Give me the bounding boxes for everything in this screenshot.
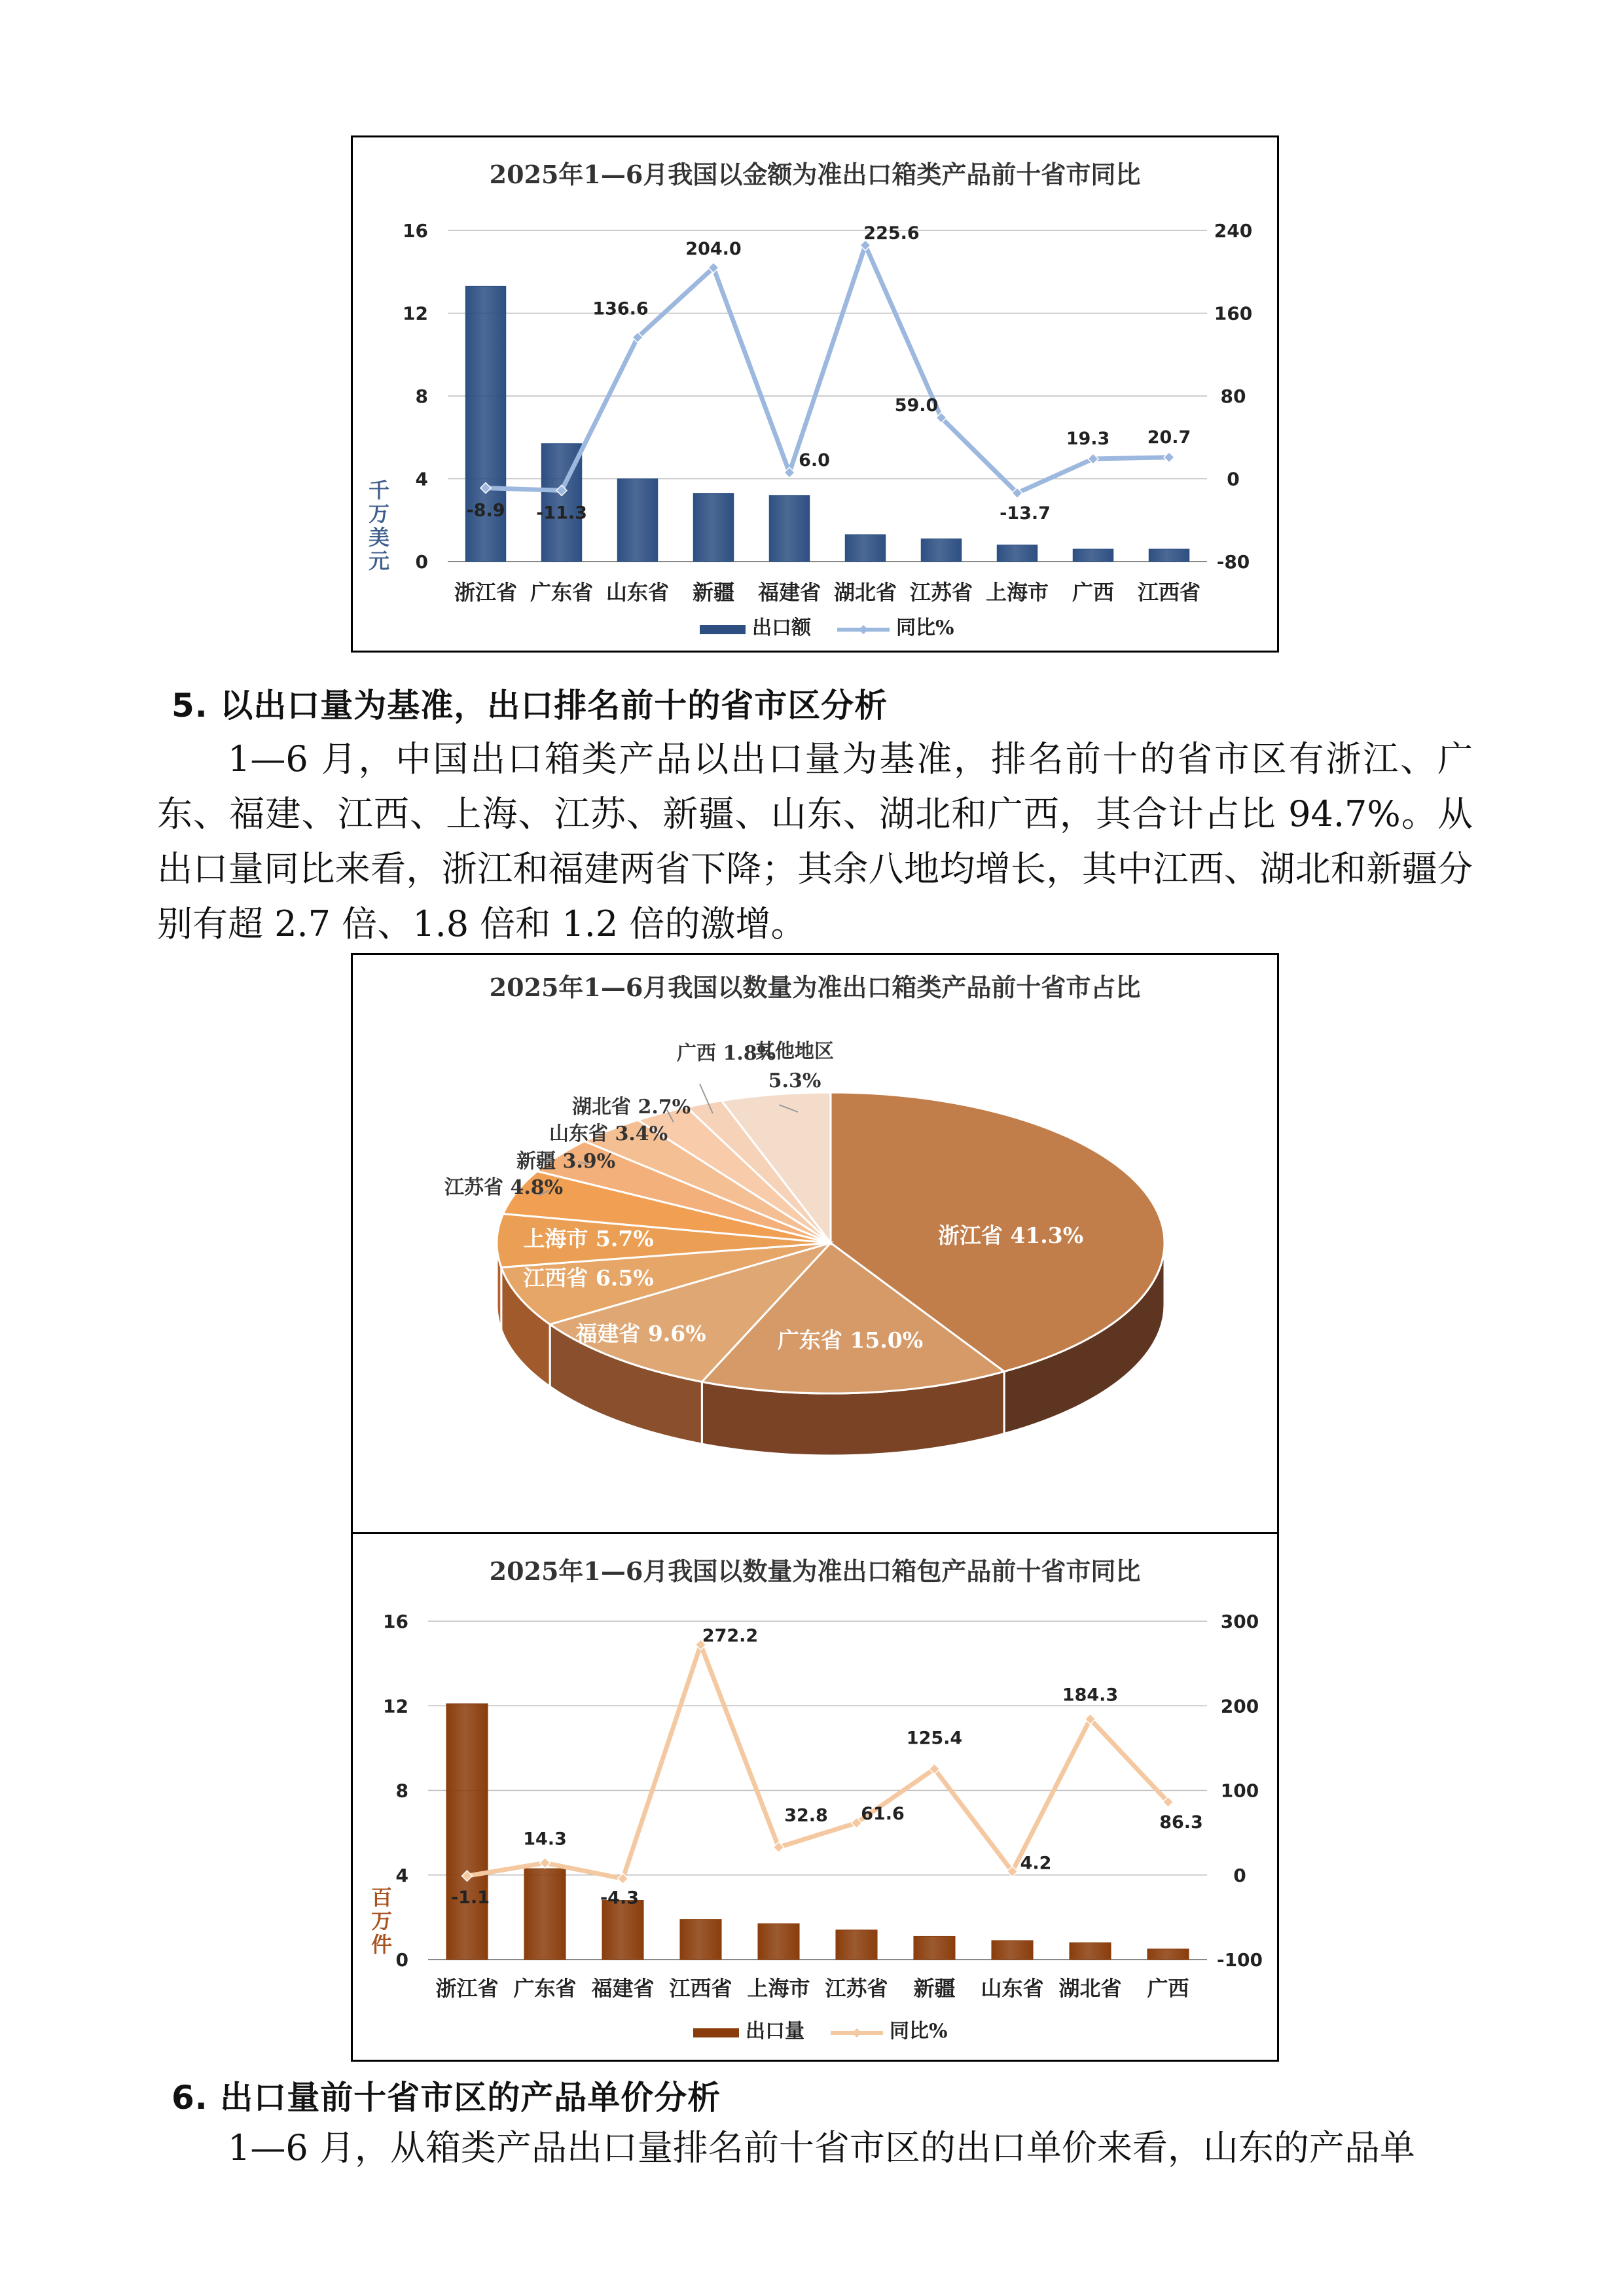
- category-label: 浙江省: [435, 1976, 499, 2001]
- pie-outer-label: 其他地区: [755, 1040, 834, 1063]
- y-tick-label: 8: [395, 1780, 408, 1802]
- y-tick-label: 4: [415, 468, 428, 490]
- category-label: 江西省: [1137, 580, 1201, 605]
- legend-bar-label: 出口额: [752, 617, 811, 639]
- y-tick-label: 12: [403, 302, 428, 325]
- yoy-line: [467, 1645, 1168, 1878]
- quantity-charts-frame: [351, 953, 1279, 2062]
- y2-tick-label: 300: [1220, 1611, 1259, 1632]
- bar: [617, 479, 657, 562]
- y-axis-unit-label: 美: [368, 525, 390, 550]
- pie-inner-label: 福建省 9.6%: [575, 1321, 706, 1346]
- export-value-chart: [351, 135, 1279, 653]
- y-tick-label: 16: [383, 1611, 408, 1632]
- section5-paragraph: 1—6 月，中国出口箱类产品以出口量为基准，排名前十的省市区有浙江、广东、福建、江西、上海、江苏、新疆、山东、湖北和广西，其合计占比 94.7%。从出口量同比来看，浙江和福建两省下降；其余八地均增长，其中江西、湖北和新疆分别有超 2.7 倍、1.8 倍和 1.2 倍的激增。: [157, 738, 1473, 944]
- yoy-data-label: 125.4: [906, 1728, 963, 1749]
- bar: [997, 545, 1037, 562]
- bar: [524, 1869, 566, 1960]
- category-label: 山东省: [605, 580, 670, 605]
- y-tick-label: 4: [395, 1864, 408, 1886]
- bar: [1070, 1943, 1111, 1960]
- y-axis-unit-label: 百: [370, 1885, 393, 1910]
- pie-outer-label: 江苏省 4.8%: [444, 1176, 564, 1199]
- y-tick-label: 0: [415, 551, 428, 573]
- y-tick-label: 12: [383, 1695, 408, 1717]
- bar: [446, 1704, 488, 1960]
- yoy-data-label: -11.3: [536, 503, 587, 524]
- yoy-point: [540, 1857, 550, 1868]
- category-label: 福建省: [757, 580, 821, 605]
- category-label: 浙江省: [454, 580, 518, 605]
- y2-tick-label: 240: [1214, 220, 1253, 242]
- y2-tick-label: 100: [1220, 1780, 1259, 1802]
- bar: [914, 1936, 955, 1960]
- yoy-data-label: 19.3: [1066, 428, 1110, 449]
- pie-outer-label: 新疆 3.9%: [516, 1150, 616, 1173]
- yoy-data-label: 61.6: [861, 1804, 905, 1825]
- yoy-data-label: 136.6: [592, 298, 649, 319]
- yoy-data-label: 86.3: [1159, 1812, 1203, 1833]
- legend-bar-label: 出口量: [746, 2020, 804, 2043]
- y2-tick-label: 200: [1220, 1695, 1259, 1717]
- legend-line-label: 同比%: [890, 2020, 948, 2043]
- yoy-data-label: 4.2: [1020, 1853, 1052, 1874]
- yoy-data-label: 204.0: [685, 238, 742, 259]
- bar: [1073, 549, 1113, 562]
- y2-tick-label: -80: [1216, 551, 1250, 573]
- section6-paragraph: 1—6 月，从箱类产品出口量排名前十省市区的出口单价来看，山东的产品单: [228, 2127, 1415, 2168]
- bar: [693, 493, 733, 562]
- y2-tick-label: 160: [1214, 302, 1253, 325]
- y-axis-unit-label: 万: [370, 1909, 393, 1933]
- yoy-data-label: 6.0: [799, 450, 830, 471]
- category-label: 江苏省: [909, 580, 973, 605]
- chart-divider: [353, 1532, 1277, 1534]
- y-tick-label: 16: [403, 220, 428, 242]
- pie-inner-label: 浙江省 41.3%: [937, 1223, 1084, 1248]
- quantity-share-pie-chart: [353, 955, 1277, 1532]
- y-axis-unit-label: 万: [368, 501, 390, 526]
- bar: [680, 1920, 721, 1960]
- bar: [1149, 549, 1189, 562]
- section6-heading: 6. 出口量前十省市区的产品单价分析: [171, 2079, 721, 2117]
- pie-outer-label: 广西 1.8%: [677, 1042, 776, 1065]
- pie-inner-label: 上海市 5.7%: [523, 1226, 654, 1251]
- yoy-data-label: 59.0: [894, 395, 939, 416]
- pie-inner-label: 广东省 15.0%: [777, 1327, 924, 1353]
- chart-title: 2025年1—6月我国以数量为准出口箱类产品前十省市占比: [489, 973, 1141, 1002]
- category-label: 上海市: [985, 580, 1049, 605]
- bar: [602, 1901, 643, 1960]
- yoy-data-label: -13.7: [1000, 503, 1051, 524]
- category-label: 新疆: [913, 1976, 956, 2001]
- export-value-chart-svg: [353, 137, 1277, 651]
- bar: [758, 1924, 799, 1960]
- category-label: 福建省: [591, 1976, 655, 2001]
- category-label: 广东省: [530, 580, 594, 605]
- legend-line-marker: [859, 625, 868, 634]
- pie-outer-label: 湖北省 2.7%: [572, 1096, 691, 1119]
- category-label: 湖北省: [1058, 1976, 1122, 2001]
- category-label: 湖北省: [833, 580, 897, 605]
- yoy-data-label: -4.3: [600, 1888, 640, 1909]
- category-label: 江西省: [669, 1976, 732, 2001]
- bar: [921, 539, 961, 562]
- yoy-data-label: 184.3: [1062, 1685, 1119, 1706]
- y-tick-label: 8: [415, 386, 428, 407]
- legend-bar-swatch: [693, 2028, 739, 2037]
- chart-title: 2025年1—6月我国以数量为准出口箱包产品前十省市同比: [489, 1556, 1141, 1586]
- yoy-data-label: 14.3: [523, 1829, 567, 1850]
- bar: [992, 1941, 1033, 1960]
- y-axis-unit-label: 件: [370, 1932, 393, 1957]
- bar: [836, 1930, 877, 1960]
- pie-outer-sublabel: 5.3%: [768, 1069, 821, 1092]
- yoy-point: [1164, 452, 1174, 463]
- section5-heading: 5. 以出口量为基准，出口排名前十的省市区分析: [171, 687, 888, 725]
- legend-line-marker: [852, 2028, 861, 2037]
- pie-outer-label: 山东省 3.4%: [549, 1122, 668, 1145]
- category-label: 广西: [1072, 580, 1115, 605]
- yoy-data-label: 32.8: [784, 1805, 828, 1826]
- category-label: 江苏省: [825, 1976, 888, 2001]
- bar: [769, 495, 809, 562]
- category-label: 山东省: [981, 1976, 1044, 2001]
- category-label: 广西: [1147, 1976, 1189, 2001]
- y2-tick-label: 0: [1233, 1864, 1246, 1886]
- legend-bar-swatch: [700, 625, 746, 634]
- y2-tick-label: 0: [1227, 468, 1240, 490]
- category-label: 广东省: [513, 1976, 577, 2001]
- pie-inner-label: 江西省 6.5%: [523, 1265, 654, 1291]
- category-label: 上海市: [747, 1976, 810, 2001]
- yoy-data-label: -1.1: [450, 1888, 490, 1909]
- bar: [845, 535, 885, 562]
- y2-tick-label: 80: [1220, 386, 1246, 407]
- category-label: 新疆: [692, 580, 735, 605]
- yoy-data-label: 20.7: [1147, 427, 1191, 448]
- yoy-data-label: 225.6: [863, 223, 920, 243]
- legend-line-label: 同比%: [896, 617, 954, 639]
- chart-title: 2025年1—6月我国以金额为准出口箱类产品前十省市同比: [489, 160, 1141, 189]
- quantity-yoy-chart: [353, 1536, 1277, 2060]
- y-tick-label: 0: [395, 1949, 408, 1971]
- yoy-data-label: 272.2: [702, 1625, 759, 1646]
- yoy-data-label: -8.9: [466, 500, 505, 521]
- y2-tick-label: -100: [1216, 1949, 1263, 1971]
- bar: [1147, 1949, 1189, 1960]
- y-axis-unit-label: 元: [368, 548, 390, 573]
- y-axis-unit-label: 千: [368, 478, 390, 503]
